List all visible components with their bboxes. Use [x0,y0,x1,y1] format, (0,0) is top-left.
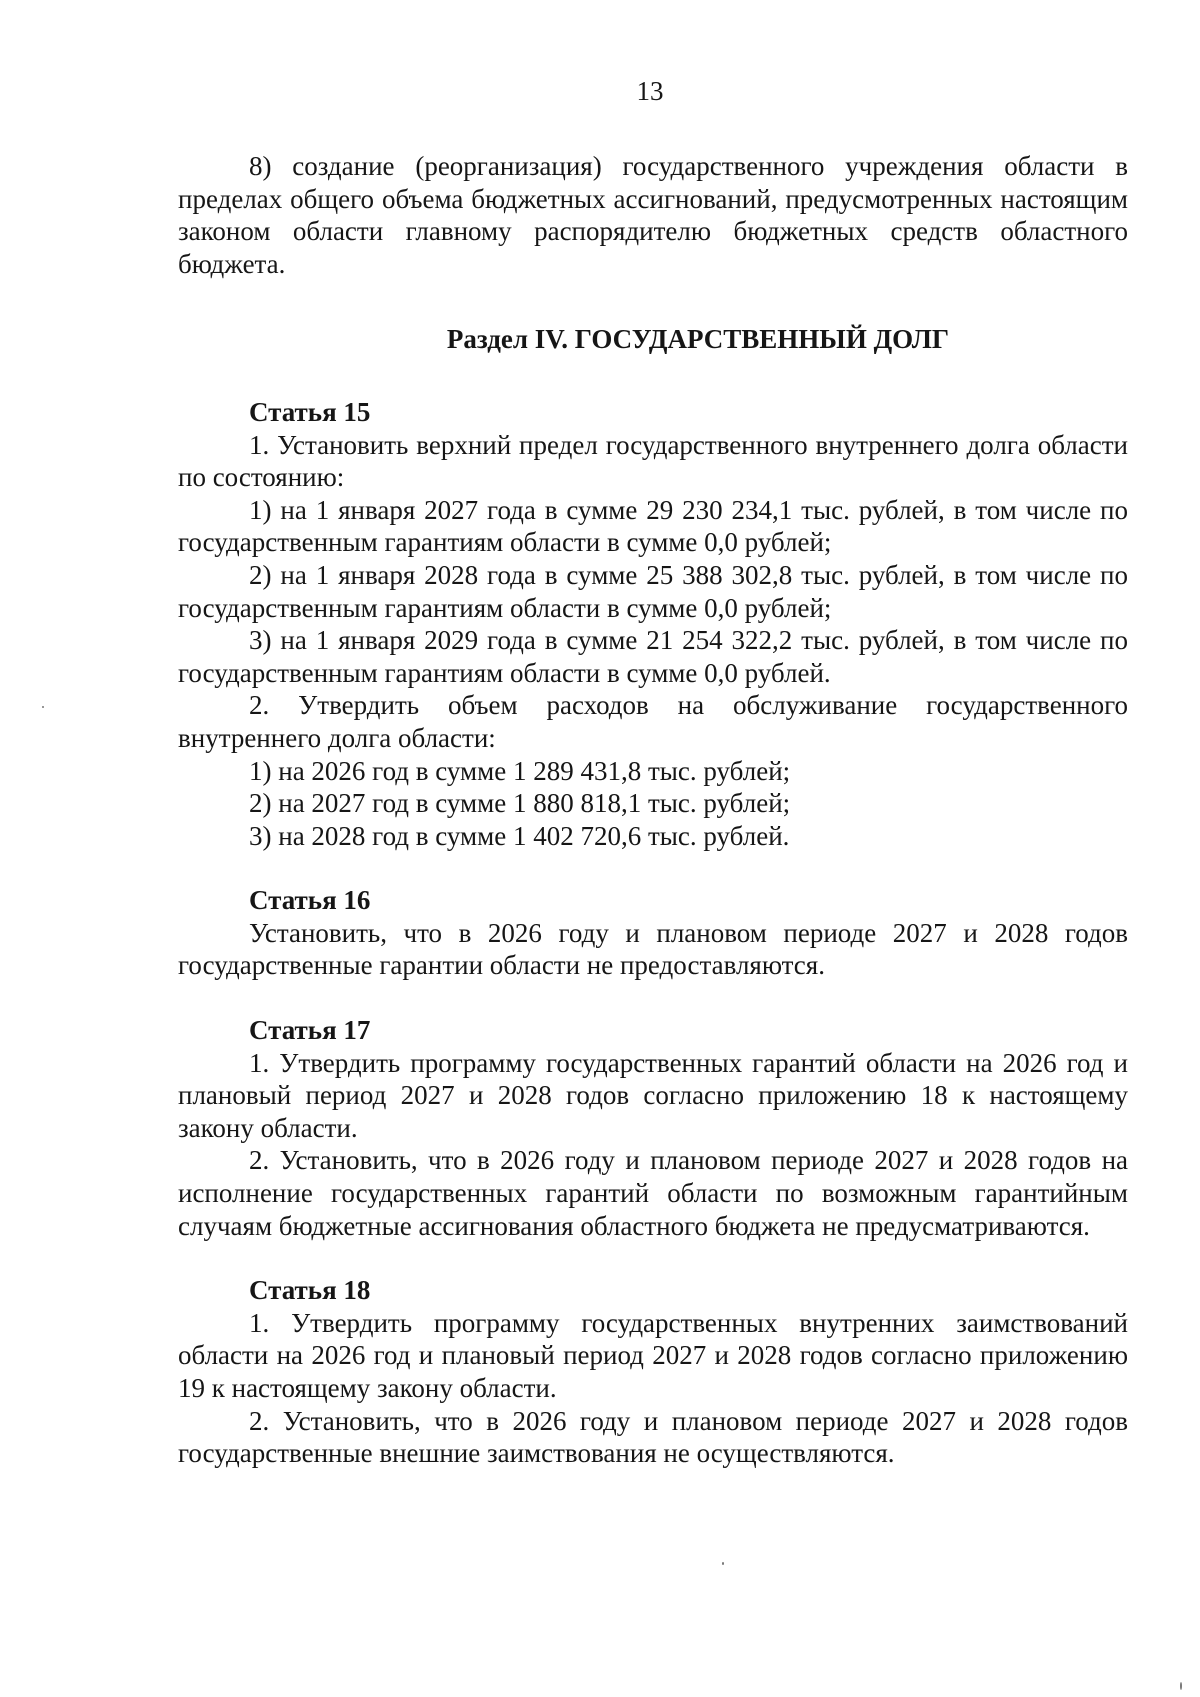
article-18 [178,1274,1128,1470]
article-title: Статья 17 [249,1015,371,1046]
scan-speck [1180,1682,1182,1690]
paragraph: 2. Установить, что в 2026 году и плановом периоде 2027 и 2028 годов государственные внешние заимствования не осуществляются. [178,1405,1128,1469]
article-title: Статья 16 [249,885,371,916]
article-title: Статья 18 [249,1275,371,1306]
paragraph: 3) на 1 января 2029 года в сумме 21 254 322,2 тыс. рублей, в том числе по государственным гарантиям области в сумме 0,0 рублей. [178,625,1128,688]
paragraph: 2) на 1 января 2028 года в сумме 25 388 302,8 тыс. рублей, в том числе по государственным гарантиям области в сумме 0,0 рублей; [178,559,1128,623]
paragraph: 2) на 2027 год в сумме 1 880 818,1 тыс. рублей; [249,788,791,819]
paragraph: 1. Утвердить программу государственных гарантий области на 2026 год и плановый период 2027 и 2028 годов согласно приложению 18 к настоящему закону области. [178,1047,1128,1143]
paragraph: 3) на 2028 год в сумме 1 402 720,6 тыс. рублей. [249,820,790,851]
paragraph: Установить, что в 2026 году и плановом периоде 2027 и 2028 годов государственные гарантии области не предоставляются. [178,917,1128,981]
intro-paragraph: 8) создание (реорганизация) государственного учреждения области в пределах общего объема бюджетных ассигнований, предусмотренных настоящим законом области главному распорядителю бюджетных средств областного бюджета. [178,151,1128,279]
article-17 [178,1014,1128,1242]
scan-speck [722,1562,724,1565]
scan-speck [42,706,44,708]
article-title: Статья 15 [249,396,371,427]
paragraph: 1) на 2026 год в сумме 1 289 431,8 тыс. рублей; [249,755,791,786]
document-body [178,150,1128,1470]
paragraph: 2. Утвердить объем расходов на обслуживание государственного внутреннего долга области: [178,690,1128,753]
page-number: 13 [636,76,664,106]
paragraph: 2. Установить, что в 2026 году и плановом периоде 2027 и 2028 годов на исполнение государственных гарантий области по возможным гарантийным случаям бюджетные ассигнования областного бюджета не предусматриваются. [178,1145,1128,1241]
paragraph: 1. Утвердить программу государственных внутренних заимствований области на 2026 год и плановый период 2027 и 2028 годов согласно приложению 19 к настоящему закону области. [178,1307,1128,1403]
paragraph: 1) на 1 января 2027 года в сумме 29 230 234,1 тыс. рублей, в том числе по государственным гарантиям области в сумме 0,0 рублей; [178,494,1128,558]
section-title: Раздел IV. ГОСУДАРСТВЕННЫЙ ДОЛГ [446,324,950,355]
article-15 [178,396,1128,852]
paragraph: 1. Установить верхний предел государственного внутреннего долга области по состоянию: [178,429,1128,493]
article-16 [178,884,1128,982]
